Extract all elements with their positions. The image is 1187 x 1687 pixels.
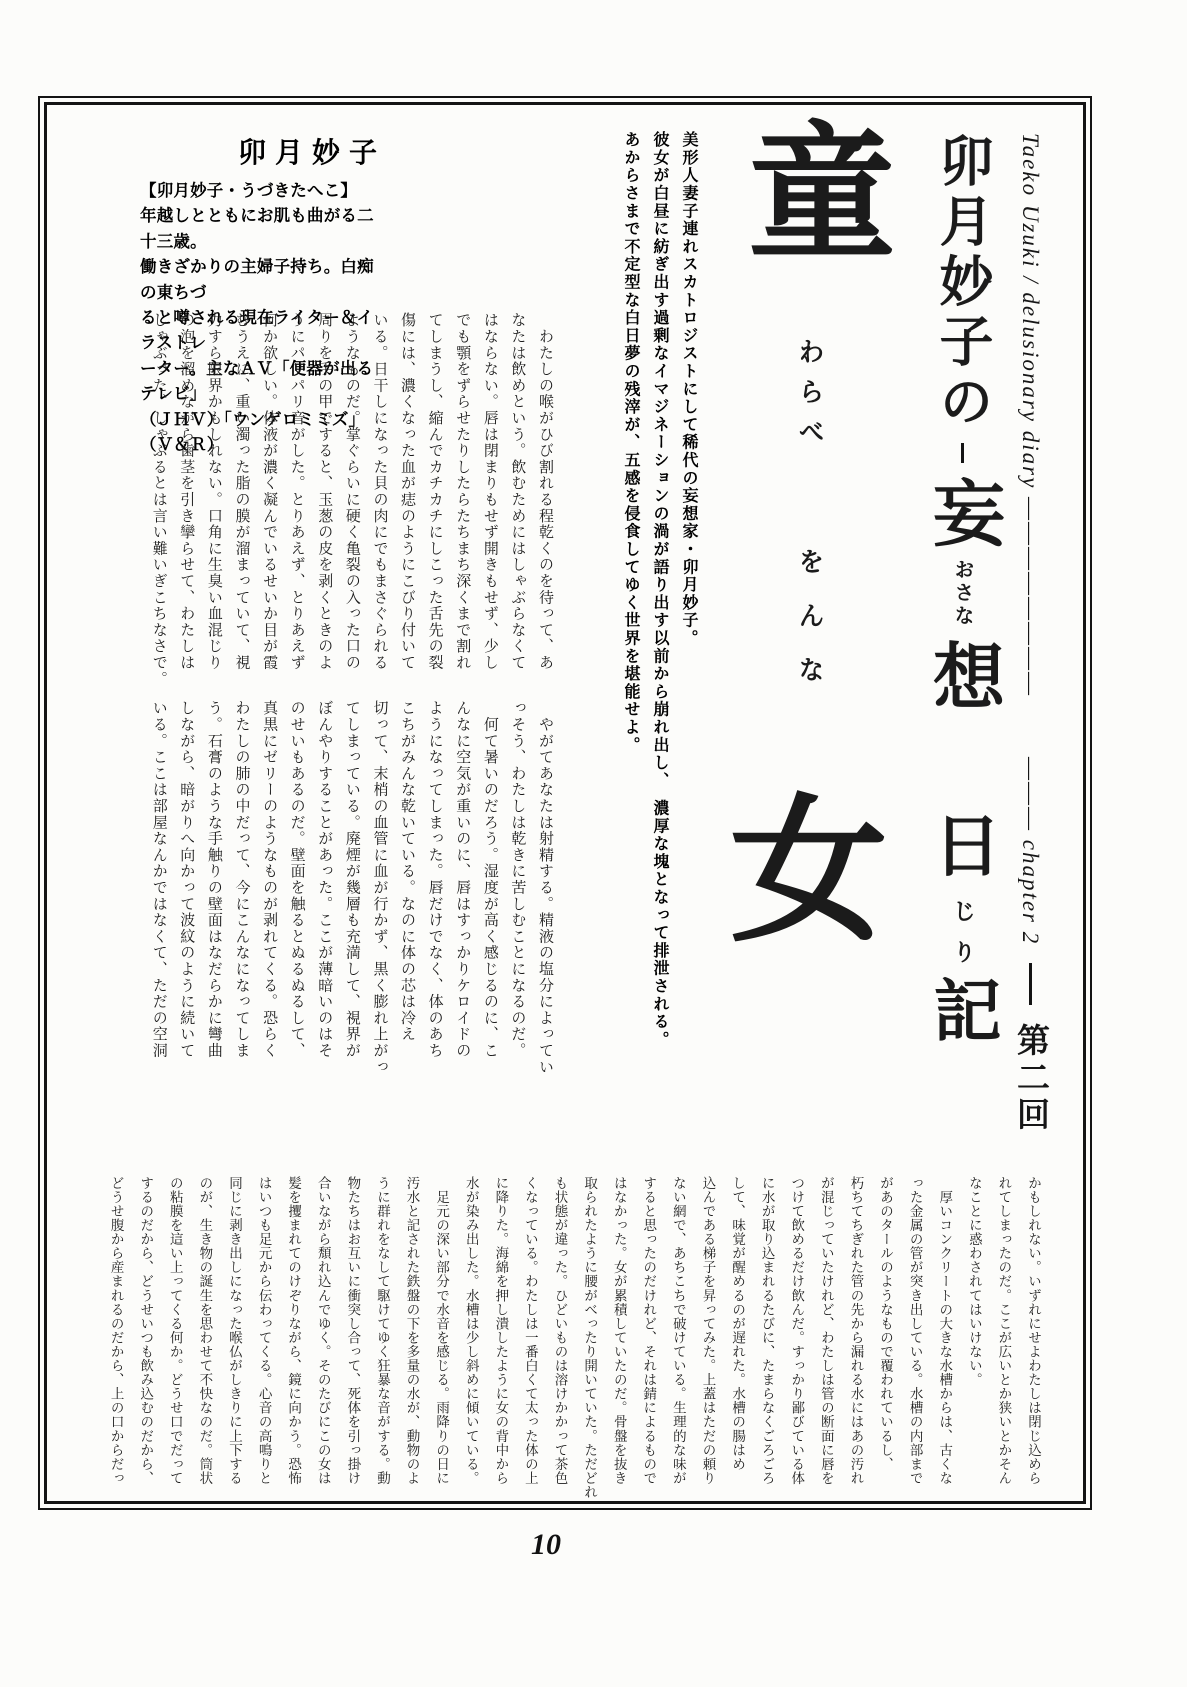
body-column: 足元の深い部分で水音を感じる。雨降りの日に xyxy=(434,1176,450,1486)
body-column: どうせ腹から産まれるのだから、上の口からだっ xyxy=(108,1176,124,1486)
body-column: の泡を溜めながら歯茎を引き攣らせて、わたしは xyxy=(178,312,195,671)
body-column: あからさまで不定型な白日夢の残滓が、五感を侵食してゆく世界を堪能せよ。 xyxy=(622,131,639,754)
title-ruby: り xyxy=(950,940,975,963)
body-column: いる。ここは部屋なんかではなくて、ただの空洞 xyxy=(150,700,167,1059)
body-column: しゃぶった、しゃぶるとは言い難いぎこちなさで。 xyxy=(150,312,167,687)
body-column: でも顎をずらせたりしたらたちまち深くまで割れ xyxy=(454,312,471,671)
series-credit-column xyxy=(1008,133,1052,1134)
body-column: 真黒にゼリーのようなものが剥れてくる。恐らく xyxy=(261,700,278,1059)
feature-reading-top: わらべ xyxy=(795,338,824,458)
body-column: てしまっている。廃煙が幾層も充満して、視界が xyxy=(343,700,360,1059)
separator-bar-icon xyxy=(1029,963,1032,1005)
body-column: すると思ったのだけれど、それは錆によるもので xyxy=(641,1176,657,1486)
body-column: しながら、暗がりへ向かって波紋のように続いて xyxy=(178,700,195,1059)
body-column: 力すら限界かもしれない。口角に生臭い血混じり xyxy=(205,312,222,671)
title-character: 日 xyxy=(924,810,1000,878)
profile-line: 【卯月妙子・うづきたへこ】 xyxy=(140,182,358,200)
body-column: が混じっていたけれど、わたしは管の断面に唇を xyxy=(818,1176,834,1486)
body-column: 取られたように腰がべったり開いていた。ただどれ xyxy=(582,1176,598,1500)
body-column: いる。日干しになった貝の肉にでもまさぐられる xyxy=(371,312,388,671)
body-column: ようになってしまった。唇だけでなく、体のあち xyxy=(426,700,443,1059)
profile-line: ーター。主なＡＶ「便器が出るテレビ」 xyxy=(140,359,374,404)
body-column: 物たちはお互いに衝突し合って、死体を引っ掛け xyxy=(345,1176,361,1486)
body-column: むうえに、重い濁った脂の膜が溜まっていて、視 xyxy=(233,312,250,671)
body-column: があのタールのようなもので覆われているし、 xyxy=(878,1176,894,1472)
body-column: うに群れをなして駆けてゆく狂暴な音がする。動 xyxy=(374,1176,390,1486)
body-column: うにパリパリ音がした。とりあえず、とりあえず xyxy=(288,312,305,671)
series-credit-text: Taeko Uzuki / delusionary diary ―――――――― xyxy=(1018,133,1043,698)
lead-paragraph xyxy=(616,131,703,1049)
body-column: 切って、末梢の血管に血が行かず、黒く膨れ上がっ xyxy=(371,700,388,1075)
page-number: 10 xyxy=(531,1528,561,1561)
separator-bar-icon xyxy=(961,443,964,463)
body-column: なたは飲めという。飲むためにはしゃぶらなくて xyxy=(509,312,526,671)
body-column: 傷には、濃くなった血が痣のようにこびり付いて xyxy=(399,312,416,671)
body-column: 込んである梯子を昇ってみた。上蓋はただの頼り xyxy=(700,1176,716,1486)
body-column: 厚いコンクリートの大きな水槽からは、古くな xyxy=(937,1176,953,1486)
body-column: はなかった。女が累積していたのだ。骨盤を抜き xyxy=(611,1176,627,1486)
body-column: のが、生き物の誕生を思わせて不快なのだ。筒状 xyxy=(197,1176,213,1486)
body-column: して、味覚が醒めるのが遅れた。水槽の腸はめ xyxy=(730,1176,746,1472)
title-character: 想 xyxy=(922,639,1002,711)
body-column: ない網で、あちこちで破けている。生理的な味が xyxy=(670,1176,686,1486)
body-text-block-3 xyxy=(101,1176,1048,1499)
body-column: ようなものだ。掌ぐらいに硬く亀裂の入った口の xyxy=(343,312,360,671)
profile-line: 働きざかりの主婦子持ち。白痴の東ちづ xyxy=(140,258,374,302)
body-column: 彼女が白昼に紡ぎ出す過剰なイマジネーションの渦が語り出す以前から崩れ出し、 濃厚な塊となって排泄される。 xyxy=(651,131,668,1049)
body-column: こちがみんな乾いている。なのに体の芯は冷え xyxy=(399,700,416,1043)
feature-reading-bottom: をんな xyxy=(795,548,824,710)
body-column: てしまうし、縮んでカチカチにしこった舌先の裂 xyxy=(426,312,443,671)
body-column: に降りた。海綿を押し潰したように女の背中から xyxy=(493,1176,509,1486)
body-column: はいつも足元から伝わってくる。心音の高鳴りと xyxy=(256,1176,272,1486)
body-column: 同じに剥き出しになった喉仏がしきりに上下する xyxy=(226,1176,242,1486)
body-column: 美形人妻子連れスカトロジストにして稀代の妄想家・卯月妙子。 xyxy=(680,131,697,648)
profile-line: ると噂される現在ライター＆イラストレ xyxy=(140,309,374,353)
body-column: の粘膜を這い上ってくる何か。どうせ口でだって xyxy=(167,1176,183,1486)
profile-line: 年越しとともにお肌も曲がる二十三歳。 xyxy=(140,207,374,251)
title-character: 記 xyxy=(924,975,1000,1043)
body-column: 何て暑いのだろう。湿度が高く感じるのに、こ xyxy=(481,700,498,1059)
body-column: わたしの喉がひび割れる程乾くのを待って、あ xyxy=(537,312,553,671)
body-column: っそう、わたしは乾きに苦しむことになるのだ。 xyxy=(509,700,526,1059)
body-column: に水が取り込まれるたびに、たまらなくごろごろ xyxy=(759,1176,775,1486)
chapter-label: ――― chapter 2 xyxy=(1018,756,1043,946)
body-column: れてしまったのだ。ここが広いとか狭いとかそん xyxy=(996,1176,1012,1486)
body-column: つけて飲めるだけ飲んだ。すっかり鄙びている体 xyxy=(789,1176,805,1486)
body-column: 何か欲しい。体液が濃く凝んでいるせいか目が霞 xyxy=(261,312,278,671)
title-ruby: じ xyxy=(950,899,975,922)
feature-character-top: 童 xyxy=(748,114,896,278)
title-author-segment: 卯月妙子の xyxy=(932,133,992,433)
title-ruby: おさな xyxy=(951,559,973,628)
body-column: 朽ちてちぎれた管の先から漏れる水にはあの汚れ xyxy=(848,1176,864,1486)
feature-character-bottom: 女 xyxy=(730,786,888,961)
body-column: のせいもあるのだ。壁面を触るとぬるぬるして、 xyxy=(288,700,305,1059)
body-column: するのだから、どうせいつも飲み込むのだから、 xyxy=(138,1176,154,1486)
body-column: 髪を攫まれてのけぞりながら、鏡に向かう。恐怖 xyxy=(286,1176,302,1486)
body-column: んなに空気が重いのに、唇はすっかりケロイドの xyxy=(454,700,471,1059)
main-title xyxy=(920,133,1004,1046)
body-column: なことに惑わされてはいけない。 xyxy=(966,1176,982,1387)
body-column: 水が染み出した。水槽は少し斜めに傾いている。 xyxy=(463,1176,479,1486)
body-column: った金属の管が突き出している。水槽の内部まで xyxy=(907,1176,923,1486)
body-column: くなっている。わたしは一番白くて太った体の上 xyxy=(522,1176,538,1486)
body-column: も状態が違った。ひどいものは溶けかかって茶色 xyxy=(552,1176,568,1486)
body-column: う。石膏のような手触りの壁面はなだらかに彎曲 xyxy=(205,700,222,1059)
body-column: やがてあなたは射精する。精液の塩分によってい xyxy=(537,700,553,1075)
body-column: ぼんやりすることがあった。ここが薄暗いのはそ xyxy=(316,700,333,1059)
body-column: 汚水と記された鉄盤の下を多量の水が、動物のよ xyxy=(404,1176,420,1486)
profile-line: （ＪＨＶ）「ウンゲロミミズ」（Ｖ＆Ｒ） xyxy=(140,410,366,455)
profile-heading: 卯月妙子 xyxy=(237,138,386,169)
body-text-block-1 xyxy=(144,312,558,687)
title-character: 妄 xyxy=(922,476,1002,548)
chapter-number: 第二回 xyxy=(1012,1022,1048,1134)
body-text-block-2 xyxy=(144,700,558,1075)
body-column: 周りを手の甲ですると、玉葱の皮を剥くときのよ xyxy=(316,312,333,671)
body-column: はならない。唇は閉まりもせず開きもせず、少し xyxy=(481,312,498,671)
body-column: 合いながら頽れ込んでゆく。そのたびにこの女は xyxy=(315,1176,331,1486)
body-column: わたしの肺の中だって、今にこんなになってしま xyxy=(233,700,250,1059)
body-column: かもしれない。いずれにせよわたしは閉じ込めら xyxy=(1026,1176,1041,1486)
